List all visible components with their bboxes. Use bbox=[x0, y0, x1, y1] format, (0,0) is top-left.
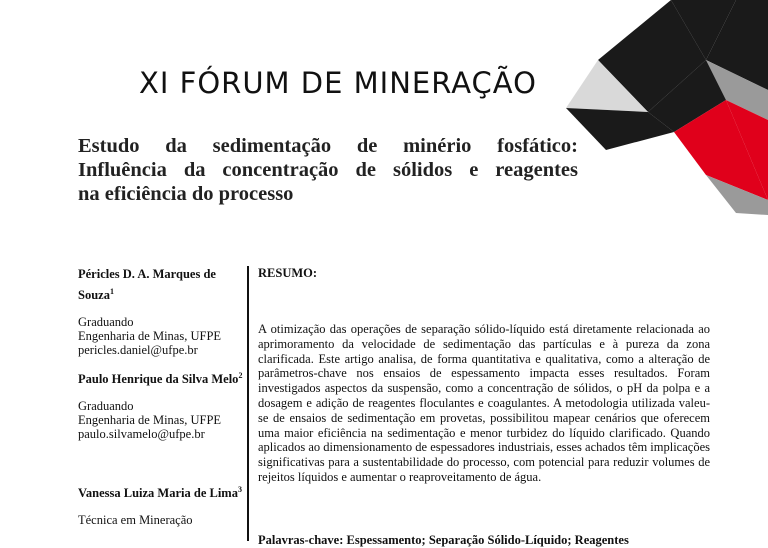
author-email: pericles.daniel@ufpe.br bbox=[78, 343, 198, 358]
author-footnote-mark: 3 bbox=[237, 485, 242, 494]
author-info bbox=[78, 315, 243, 357]
author-name: Paulo Henrique da Silva Melo$^2$ bbox=[78, 371, 243, 387]
paper-title-line: na eficiência do processo bbox=[78, 183, 294, 205]
author-name: Péricles D. A. Marques de Souza$^1$ bbox=[78, 267, 216, 303]
author-footnote-mark: 1 bbox=[109, 287, 114, 296]
author-affiliation: Engenharia de Minas, UFPE bbox=[78, 413, 222, 428]
forum-logo bbox=[566, 0, 768, 215]
paper-title-line: Estudo da sedimentação de minério fosfático: bbox=[78, 135, 578, 157]
author-affiliation: Engenharia de Minas, UFPE bbox=[78, 329, 222, 344]
author-block bbox=[78, 367, 243, 441]
author-name: Vanessa Luiza Maria de Lima$^3$ bbox=[78, 485, 242, 501]
author-email: paulo.silvamelo@ufpe.br bbox=[78, 427, 205, 442]
abstract-heading: RESUMO: bbox=[258, 266, 318, 280]
author-block bbox=[78, 481, 243, 527]
author-info bbox=[78, 513, 243, 527]
event-title: XI FÓRUM DE MINERAÇÃO bbox=[139, 66, 537, 100]
author-role: Graduando bbox=[78, 315, 134, 330]
keywords-line: Palavras-chave: Espessamento; Separação Sólido-Líquido; Reagentes bbox=[258, 533, 629, 547]
author-role: Graduando bbox=[78, 399, 134, 414]
paper-title-line: Influência da concentração de sólidos e reagentes bbox=[78, 159, 578, 181]
author-role: Técnica em Mineração bbox=[78, 513, 193, 528]
author-info bbox=[78, 399, 243, 441]
paper-title bbox=[78, 134, 578, 206]
abstract-body: A otimização das operações de separação sólido-líquido está diretamente relacionada ao aprimoramento da velocidade de sedimentação das partículas e à pureza da zona clarificada. Este artigo analisa, de forma quantitativa e qualitativa, como a alteração de parâmetros-chave nos ensaios de espessamento impacta esses resultados. Foram investigados aspectos da suspensão, como a concentração de sólidos, o pH da polpa e a dosagem e adição de reagentes floculantes e coagulantes. A metodologia utilizada valeu-se de ensaios de sedimentação em provetas, possibilitou mapear cenários que oferecem uma maior eficiência na sedimentação e menor turbidez do líquido clarificado. Quando aplicados ao dimensionamento de espessadores industriais, esses achados têm implicações significativas para a sustentabilidade do processo, com potencial para reduzir volumes de rejeitos líquidos e aumentar o reaproveitamento de água. bbox=[258, 322, 710, 484]
column-divider bbox=[247, 266, 249, 541]
author-block bbox=[78, 266, 243, 357]
author-footnote-mark: 2 bbox=[238, 371, 243, 380]
